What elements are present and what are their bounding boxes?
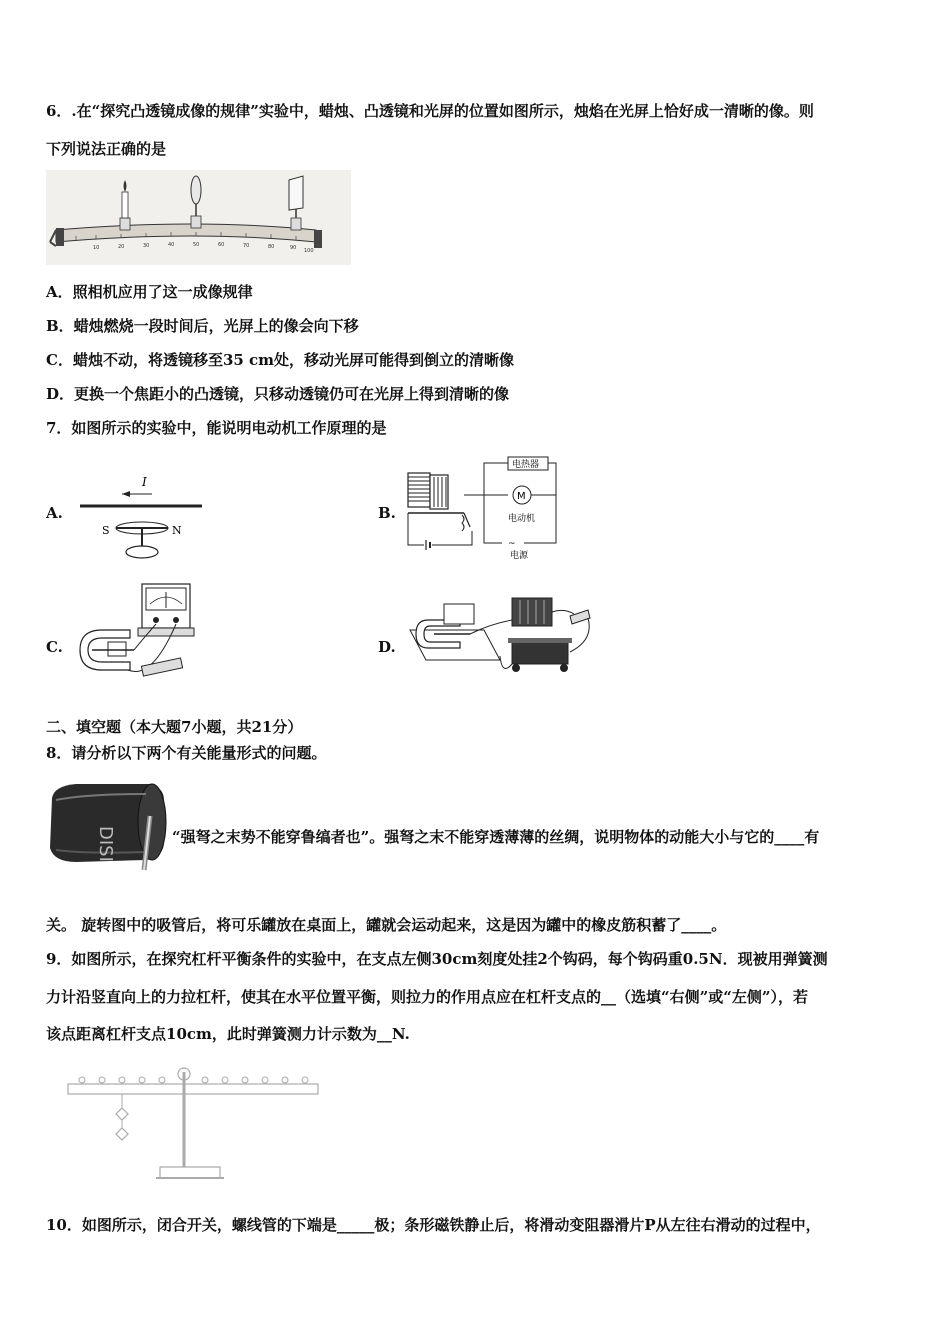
- tick-90: 90: [290, 245, 297, 251]
- q6-option-d: D．更换一个焦距小的凸透镜，只移动透镜仍可在光屏上得到清晰的像: [46, 385, 510, 403]
- tick-40: 40: [168, 242, 175, 248]
- can-brand-text: DISI: [95, 826, 116, 862]
- cola-can-figure: [46, 780, 171, 872]
- bench-left-end: [56, 228, 64, 246]
- light-screen: [289, 176, 303, 230]
- lever-figure: [60, 1062, 325, 1192]
- tick-60: 60: [218, 242, 225, 248]
- tick-10: 10: [93, 245, 100, 251]
- tick-50: 50: [193, 242, 200, 248]
- q7-label-a: A.: [46, 504, 63, 522]
- power-label: 电源: [510, 551, 529, 560]
- q9-line3: 该点距离杠杆支点10cm，此时弹簧测力计示数为__N.: [46, 1025, 410, 1043]
- q7-label-b: B.: [378, 504, 396, 522]
- hook-weight-1: [116, 1108, 128, 1120]
- rheostat: [512, 642, 568, 664]
- switch: [570, 610, 590, 624]
- motor-symbol: M: [517, 491, 526, 502]
- motor-label: 电动机: [508, 514, 536, 524]
- q10-line1: 10．如图所示，闭合开关，螺线管的下端是_____极；条形磁铁静止后，将滑动变阻器滑片P从左往右滑动的过程中，: [46, 1216, 821, 1234]
- q7-figure-a: [72, 470, 212, 565]
- compass-s-label: S: [102, 524, 110, 537]
- tick-80: 80: [268, 244, 275, 250]
- q8-stem: 8．请分析以下两个有关能量形式的问题。: [46, 744, 327, 762]
- optical-bench-figure: [46, 170, 351, 265]
- q9-line2: 力计沿竖直向上的力拉杠杆，使其在水平位置平衡，则拉力的作用点应在杠杆支点的__（选填“右侧”或“左侧”），若: [46, 988, 809, 1006]
- q7-figure-b: [404, 455, 564, 560]
- section-2-title: 二、填空题（本大题7小题，共21分）: [46, 718, 303, 736]
- q6-option-b: B．蜡烛燃烧一段时间后，光屏上的像会向下移: [46, 317, 359, 335]
- lever-bar: [68, 1084, 318, 1094]
- current-label: I: [142, 475, 147, 489]
- q8-line1: “强弩之末势不能穿鲁缟者也”。强弩之末不能穿透薄薄的丝绸，说明物体的动能大小与它的____有: [172, 828, 820, 846]
- tick-70: 70: [243, 243, 250, 249]
- q7-figure-c: [72, 580, 202, 685]
- heater-label: 电热器: [512, 460, 540, 470]
- q6-stem-line1: 6．.在“探究凸透镜成像的规律”实验中，蜡烛、凸透镜和光屏的位置如图所示，烛焰在光屏上恰好成一清晰的像。则: [46, 102, 814, 120]
- tick-30: 30: [143, 243, 150, 249]
- q6-option-a: A．照相机应用了这一成像规律: [46, 283, 253, 301]
- q7-stem: 7．如图所示的实验中，能说明电动机工作原理的是: [46, 419, 387, 437]
- ac-symbol: ~: [508, 539, 516, 549]
- q7-label-c: C.: [46, 638, 63, 656]
- current-arrow-icon: [122, 491, 130, 497]
- compass-base: [126, 546, 158, 558]
- stand-base: [160, 1167, 220, 1178]
- q9-line1: 9．如图所示，在探究杠杆平衡条件的实验中，在支点左侧30cm刻度处挂2个钩码，每个钩码重0.5N．现被用弹簧测: [46, 950, 828, 968]
- tick-100: 100: [304, 248, 314, 254]
- battery-pack: [512, 598, 552, 626]
- tick-20: 20: [118, 244, 125, 250]
- q6-option-c: C．蜡烛不动，将透镜移至35 cm处，移动光屏可能得到倒立的清晰像: [46, 351, 515, 369]
- compass-n-label: N: [172, 524, 182, 537]
- bench-right-end: [314, 230, 322, 248]
- q6-stem-line2: 下列说法正确的是: [46, 140, 167, 158]
- q8-line2: 关。 旋转图中的吸管后，将可乐罐放在桌面上，罐就会运动起来，这是因为罐中的橡皮筋积蓄了____。: [46, 916, 727, 934]
- hook-weight-2: [116, 1128, 128, 1140]
- q7-figure-d: [404, 590, 599, 685]
- q7-label-d: D.: [378, 638, 396, 656]
